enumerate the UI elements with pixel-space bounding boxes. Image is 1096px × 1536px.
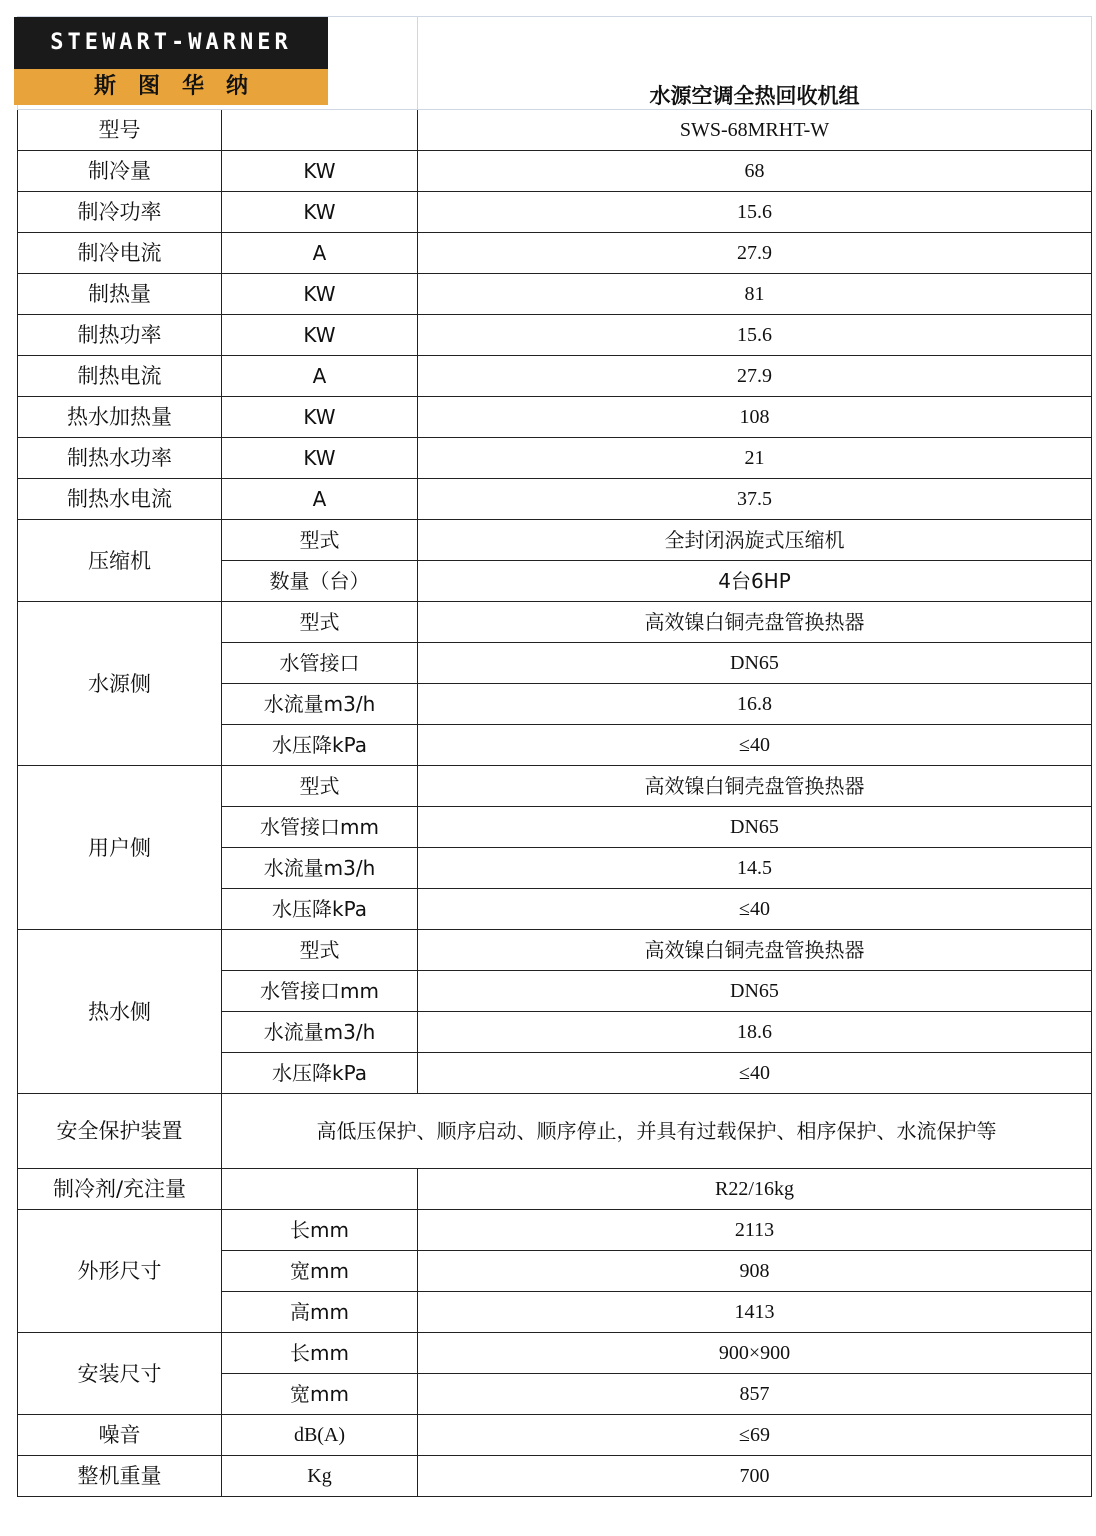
row-value: 2113 [418, 1210, 1092, 1251]
table-row [18, 151, 1092, 192]
table-row [18, 479, 1092, 520]
row-unit: 水管接口 [222, 643, 418, 684]
table-row [18, 1210, 1092, 1251]
table-row [18, 397, 1092, 438]
row-value: 68 [418, 151, 1092, 192]
table-row [18, 930, 1092, 971]
table-row [18, 1094, 1092, 1169]
row-unit: 型式 [222, 520, 418, 561]
group-label-source-side: 水源侧 [18, 602, 222, 766]
row-unit: KW [222, 397, 418, 438]
row-value: 857 [418, 1374, 1092, 1415]
group-label-hot-water-side: 热水侧 [18, 930, 222, 1094]
row-label: 制热量 [18, 274, 222, 315]
row-unit: A [222, 479, 418, 520]
row-unit: 型式 [222, 766, 418, 807]
row-unit: Kg [222, 1456, 418, 1497]
row-value: 18.6 [418, 1012, 1092, 1053]
row-value: DN65 [418, 807, 1092, 848]
table-row [18, 438, 1092, 479]
table-row [18, 766, 1092, 807]
table-row [18, 1456, 1092, 1497]
logo-chinese: 斯图华纳 [14, 69, 328, 105]
brand-logo [14, 17, 328, 105]
table-row [18, 110, 1092, 151]
row-unit: 水管接口mm [222, 971, 418, 1012]
row-unit [222, 110, 418, 151]
row-value: 16.8 [418, 684, 1092, 725]
row-value: 700 [418, 1456, 1092, 1497]
row-unit: 水压降kPa [222, 889, 418, 930]
row-value: 高效镍白铜壳盘管换热器 [418, 602, 1092, 643]
row-label: 制热水电流 [18, 479, 222, 520]
row-label: 制热水功率 [18, 438, 222, 479]
row-unit: A [222, 233, 418, 274]
header-row [18, 17, 1092, 110]
table-row [18, 1415, 1092, 1456]
row-value: 高效镍白铜壳盘管换热器 [418, 766, 1092, 807]
row-value: 37.5 [418, 479, 1092, 520]
row-value: ≤40 [418, 889, 1092, 930]
row-unit: 高mm [222, 1292, 418, 1333]
row-value: 21 [418, 438, 1092, 479]
row-value: ≤40 [418, 1053, 1092, 1094]
logo-english: STEWART-WARNER [14, 17, 328, 69]
row-unit: KW [222, 315, 418, 356]
row-value: 27.9 [418, 233, 1092, 274]
row-unit: 水流量m3/h [222, 684, 418, 725]
group-label-compressor: 压缩机 [18, 520, 222, 602]
row-unit: 型式 [222, 930, 418, 971]
table-row [18, 274, 1092, 315]
row-unit: 水流量m3/h [222, 848, 418, 889]
row-label: 制热电流 [18, 356, 222, 397]
spec-sheet [17, 16, 1091, 1497]
row-unit [222, 1169, 418, 1210]
product-title: 水源空调全热回收机组 [418, 17, 1092, 110]
table-row [18, 192, 1092, 233]
table-row [18, 315, 1092, 356]
row-value: DN65 [418, 971, 1092, 1012]
row-unit: KW [222, 274, 418, 315]
row-unit: 长mm [222, 1333, 418, 1374]
row-unit: 型式 [222, 602, 418, 643]
row-label: 制冷量 [18, 151, 222, 192]
row-value: ≤40 [418, 725, 1092, 766]
row-unit: 数量（台） [222, 561, 418, 602]
row-unit: 水管接口mm [222, 807, 418, 848]
row-value: 15.6 [418, 192, 1092, 233]
row-label: 制冷电流 [18, 233, 222, 274]
group-label-install: 安装尺寸 [18, 1333, 222, 1415]
row-label: 型号 [18, 110, 222, 151]
row-unit: dB(A) [222, 1415, 418, 1456]
row-value: 108 [418, 397, 1092, 438]
row-unit: 长mm [222, 1210, 418, 1251]
table-row [18, 602, 1092, 643]
row-unit: KW [222, 192, 418, 233]
row-unit: KW [222, 438, 418, 479]
row-value: 15.6 [418, 315, 1092, 356]
row-value: 27.9 [418, 356, 1092, 397]
row-label: 制冷剂/充注量 [18, 1169, 222, 1210]
row-value-safety: 高低压保护、顺序启动、顺序停止，并具有过载保护、相序保护、水流保护等 [222, 1094, 1092, 1169]
row-unit: A [222, 356, 418, 397]
row-value: DN65 [418, 643, 1092, 684]
row-unit: KW [222, 151, 418, 192]
table-row [18, 356, 1092, 397]
row-value: 全封闭涡旋式压缩机 [418, 520, 1092, 561]
table-row [18, 1333, 1092, 1374]
table-row [18, 1169, 1092, 1210]
table-row [18, 520, 1092, 561]
row-value: ≤69 [418, 1415, 1092, 1456]
row-value: 900×900 [418, 1333, 1092, 1374]
logo-cell [18, 17, 418, 110]
row-value: 4台6HP [418, 561, 1092, 602]
row-value: 高效镍白铜壳盘管换热器 [418, 930, 1092, 971]
row-unit: 水压降kPa [222, 725, 418, 766]
row-unit: 宽mm [222, 1251, 418, 1292]
row-label: 噪音 [18, 1415, 222, 1456]
row-unit: 水压降kPa [222, 1053, 418, 1094]
row-unit: 水流量m3/h [222, 1012, 418, 1053]
row-value: 1413 [418, 1292, 1092, 1333]
row-label-safety: 安全保护装置 [18, 1094, 222, 1169]
row-unit: 宽mm [222, 1374, 418, 1415]
row-label: 制冷功率 [18, 192, 222, 233]
row-label: 整机重量 [18, 1456, 222, 1497]
group-label-user-side: 用户侧 [18, 766, 222, 930]
row-label: 热水加热量 [18, 397, 222, 438]
row-label: 制热功率 [18, 315, 222, 356]
row-value: SWS-68MRHT-W [418, 110, 1092, 151]
group-label-dimensions: 外形尺寸 [18, 1210, 222, 1333]
row-value: 14.5 [418, 848, 1092, 889]
row-value: 81 [418, 274, 1092, 315]
row-value: 908 [418, 1251, 1092, 1292]
table-row [18, 233, 1092, 274]
row-value: R22/16kg [418, 1169, 1092, 1210]
spec-table [17, 16, 1092, 1497]
